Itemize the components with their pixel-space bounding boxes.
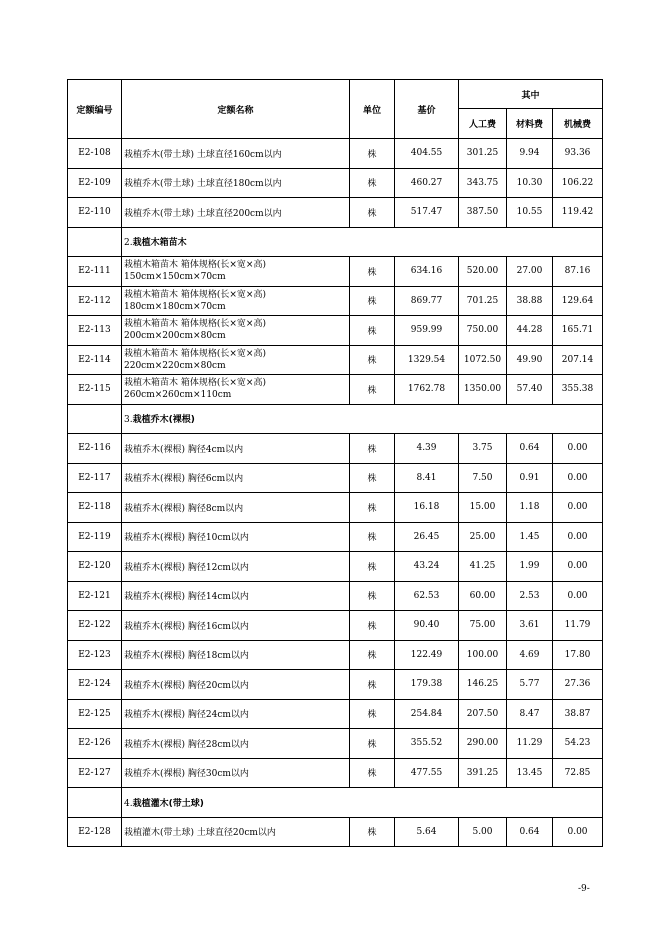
base-price: 8.41 bbox=[395, 463, 459, 493]
table-row bbox=[68, 699, 603, 729]
unit: 株 bbox=[350, 729, 395, 759]
quota-code: E2-127 bbox=[68, 758, 122, 788]
table-row bbox=[68, 552, 603, 582]
labor-cost: 100.00 bbox=[459, 640, 507, 670]
unit: 株 bbox=[350, 316, 395, 346]
quota-name: 栽植乔木(裸根) 胸径28cm以内 bbox=[122, 729, 350, 759]
base-price: 4.39 bbox=[395, 434, 459, 464]
labor-cost: 1350.00 bbox=[459, 375, 507, 405]
quota-name-line1: 栽植木箱苗木 箱体规格(长×宽×高) bbox=[124, 289, 266, 300]
quota-table bbox=[67, 79, 603, 847]
machine-cost: 0.00 bbox=[553, 522, 603, 552]
quota-name-line2: 200cm×200cm×80cm bbox=[124, 331, 226, 342]
machine-cost: 0.00 bbox=[553, 552, 603, 582]
machine-cost: 54.23 bbox=[553, 729, 603, 759]
table-row bbox=[68, 434, 603, 464]
material-cost: 5.77 bbox=[507, 670, 553, 700]
unit: 株 bbox=[350, 139, 395, 169]
section-title bbox=[122, 788, 603, 818]
base-price: 16.18 bbox=[395, 493, 459, 523]
quota-name: 栽植乔木(裸根) 胸径6cm以内 bbox=[122, 463, 350, 493]
material-cost: 9.94 bbox=[507, 139, 553, 169]
labor-cost: 3.75 bbox=[459, 434, 507, 464]
machine-cost: 87.16 bbox=[553, 257, 603, 287]
labor-cost: 343.75 bbox=[459, 168, 507, 198]
base-price: 90.40 bbox=[395, 611, 459, 641]
section-row bbox=[68, 404, 603, 434]
labor-cost: 207.50 bbox=[459, 699, 507, 729]
labor-cost: 41.25 bbox=[459, 552, 507, 582]
quota-name: 栽植乔木(裸根) 胸径8cm以内 bbox=[122, 493, 350, 523]
labor-cost: 25.00 bbox=[459, 522, 507, 552]
quota-name bbox=[122, 375, 350, 405]
labor-cost: 146.25 bbox=[459, 670, 507, 700]
machine-cost: 72.85 bbox=[553, 758, 603, 788]
table-row bbox=[68, 493, 603, 523]
unit: 株 bbox=[350, 168, 395, 198]
unit: 株 bbox=[350, 493, 395, 523]
base-price: 254.84 bbox=[395, 699, 459, 729]
material-cost: 27.00 bbox=[507, 257, 553, 287]
quota-code: E2-118 bbox=[68, 493, 122, 523]
quota-code: E2-121 bbox=[68, 581, 122, 611]
material-cost: 1.45 bbox=[507, 522, 553, 552]
quota-name-line2: 180cm×180cm×70cm bbox=[124, 301, 226, 312]
quota-code: E2-124 bbox=[68, 670, 122, 700]
base-price: 404.55 bbox=[395, 139, 459, 169]
unit: 株 bbox=[350, 257, 395, 287]
unit: 株 bbox=[350, 286, 395, 316]
header-base-price: 基价 bbox=[395, 80, 459, 139]
table-row bbox=[68, 640, 603, 670]
unit: 株 bbox=[350, 640, 395, 670]
material-cost: 11.29 bbox=[507, 729, 553, 759]
table-row bbox=[68, 670, 603, 700]
unit: 株 bbox=[350, 758, 395, 788]
table-row bbox=[68, 257, 603, 287]
material-cost: 8.47 bbox=[507, 699, 553, 729]
quota-name: 栽植灌木(带土球) 土球直径20cm以内 bbox=[122, 817, 350, 847]
quota-name: 栽植乔木(裸根) 胸径18cm以内 bbox=[122, 640, 350, 670]
section-number: 3. bbox=[124, 415, 133, 426]
quota-name bbox=[122, 316, 350, 346]
quota-code: E2-108 bbox=[68, 139, 122, 169]
table-row bbox=[68, 817, 603, 847]
section-row bbox=[68, 227, 603, 257]
material-cost: 0.91 bbox=[507, 463, 553, 493]
section-row bbox=[68, 788, 603, 818]
section-name: 栽植乔木(裸根) bbox=[132, 415, 195, 426]
quota-code: E2-122 bbox=[68, 611, 122, 641]
labor-cost: 701.25 bbox=[459, 286, 507, 316]
table-row bbox=[68, 581, 603, 611]
table-row bbox=[68, 286, 603, 316]
unit: 株 bbox=[350, 670, 395, 700]
quota-name bbox=[122, 257, 350, 287]
base-price: 62.53 bbox=[395, 581, 459, 611]
unit: 株 bbox=[350, 375, 395, 405]
section-name: 栽植灌木(带土球) bbox=[132, 798, 204, 809]
quota-code: E2-112 bbox=[68, 286, 122, 316]
quota-name-line1: 栽植木箱苗木 箱体规格(长×宽×高) bbox=[124, 378, 266, 389]
labor-cost: 301.25 bbox=[459, 139, 507, 169]
quota-name: 栽植乔木(裸根) 胸径24cm以内 bbox=[122, 699, 350, 729]
quota-code: E2-110 bbox=[68, 198, 122, 228]
labor-cost: 60.00 bbox=[459, 581, 507, 611]
material-cost: 4.69 bbox=[507, 640, 553, 670]
quota-name: 栽植乔木(带土球) 土球直径200cm以内 bbox=[122, 198, 350, 228]
quota-name-line2: 260cm×260cm×110cm bbox=[124, 390, 232, 401]
machine-cost: 11.79 bbox=[553, 611, 603, 641]
table-row bbox=[68, 522, 603, 552]
machine-cost: 207.14 bbox=[553, 345, 603, 375]
material-cost: 1.18 bbox=[507, 493, 553, 523]
base-price: 122.49 bbox=[395, 640, 459, 670]
unit: 株 bbox=[350, 198, 395, 228]
labor-cost: 290.00 bbox=[459, 729, 507, 759]
labor-cost: 75.00 bbox=[459, 611, 507, 641]
base-price: 1762.78 bbox=[395, 375, 459, 405]
unit: 株 bbox=[350, 522, 395, 552]
base-price: 634.16 bbox=[395, 257, 459, 287]
labor-cost: 387.50 bbox=[459, 198, 507, 228]
machine-cost: 355.38 bbox=[553, 375, 603, 405]
labor-cost: 7.50 bbox=[459, 463, 507, 493]
quota-name: 栽植乔木(裸根) 胸径4cm以内 bbox=[122, 434, 350, 464]
base-price: 179.38 bbox=[395, 670, 459, 700]
section-number: 2. bbox=[124, 238, 133, 249]
unit: 株 bbox=[350, 345, 395, 375]
material-cost: 1.99 bbox=[507, 552, 553, 582]
section-name: 栽植木箱苗木 bbox=[132, 238, 187, 249]
quota-code: E2-120 bbox=[68, 552, 122, 582]
base-price: 959.99 bbox=[395, 316, 459, 346]
quota-code: E2-126 bbox=[68, 729, 122, 759]
unit: 株 bbox=[350, 611, 395, 641]
header-of-which: 其中 bbox=[459, 80, 603, 109]
material-cost: 10.30 bbox=[507, 168, 553, 198]
material-cost: 10.55 bbox=[507, 198, 553, 228]
unit: 株 bbox=[350, 581, 395, 611]
material-cost: 0.64 bbox=[507, 817, 553, 847]
base-price: 517.47 bbox=[395, 198, 459, 228]
labor-cost: 750.00 bbox=[459, 316, 507, 346]
table-row bbox=[68, 316, 603, 346]
unit: 株 bbox=[350, 552, 395, 582]
quota-code: E2-116 bbox=[68, 434, 122, 464]
machine-cost: 165.71 bbox=[553, 316, 603, 346]
machine-cost: 38.87 bbox=[553, 699, 603, 729]
quota-name bbox=[122, 286, 350, 316]
quota-table-body bbox=[68, 139, 603, 847]
header-material: 材料费 bbox=[507, 109, 553, 139]
unit: 株 bbox=[350, 817, 395, 847]
base-price: 355.52 bbox=[395, 729, 459, 759]
material-cost: 57.40 bbox=[507, 375, 553, 405]
quota-name-line1: 栽植木箱苗木 箱体规格(长×宽×高) bbox=[124, 260, 266, 271]
quota-code: E2-113 bbox=[68, 316, 122, 346]
base-price: 460.27 bbox=[395, 168, 459, 198]
table-row bbox=[68, 729, 603, 759]
material-cost: 38.88 bbox=[507, 286, 553, 316]
quota-name: 栽植乔木(裸根) 胸径30cm以内 bbox=[122, 758, 350, 788]
base-price: 26.45 bbox=[395, 522, 459, 552]
header-name: 定额名称 bbox=[122, 80, 350, 139]
machine-cost: 0.00 bbox=[553, 493, 603, 523]
labor-cost: 391.25 bbox=[459, 758, 507, 788]
unit: 株 bbox=[350, 434, 395, 464]
machine-cost: 129.64 bbox=[553, 286, 603, 316]
quota-code: E2-125 bbox=[68, 699, 122, 729]
quota-code: E2-117 bbox=[68, 463, 122, 493]
labor-cost: 5.00 bbox=[459, 817, 507, 847]
quota-code: E2-109 bbox=[68, 168, 122, 198]
table-row bbox=[68, 198, 603, 228]
quota-name-line2: 150cm×150cm×70cm bbox=[124, 272, 226, 283]
table-row bbox=[68, 758, 603, 788]
quota-code: E2-119 bbox=[68, 522, 122, 552]
machine-cost: 0.00 bbox=[553, 434, 603, 464]
quota-name: 栽植乔木(裸根) 胸径14cm以内 bbox=[122, 581, 350, 611]
quota-code: E2-115 bbox=[68, 375, 122, 405]
labor-cost: 15.00 bbox=[459, 493, 507, 523]
quota-name-line1: 栽植木箱苗木 箱体规格(长×宽×高) bbox=[124, 319, 266, 330]
section-title bbox=[122, 227, 603, 257]
base-price: 869.77 bbox=[395, 286, 459, 316]
section-number: 4. bbox=[124, 798, 133, 809]
table-row bbox=[68, 345, 603, 375]
machine-cost: 93.36 bbox=[553, 139, 603, 169]
section-code-cell bbox=[68, 788, 122, 818]
machine-cost: 119.42 bbox=[553, 198, 603, 228]
quota-name: 栽植乔木(裸根) 胸径20cm以内 bbox=[122, 670, 350, 700]
material-cost: 49.90 bbox=[507, 345, 553, 375]
base-price: 5.64 bbox=[395, 817, 459, 847]
machine-cost: 106.22 bbox=[553, 168, 603, 198]
section-code-cell bbox=[68, 404, 122, 434]
header-machine: 机械费 bbox=[553, 109, 603, 139]
table-row bbox=[68, 375, 603, 405]
quota-name bbox=[122, 345, 350, 375]
unit: 株 bbox=[350, 699, 395, 729]
material-cost: 44.28 bbox=[507, 316, 553, 346]
labor-cost: 520.00 bbox=[459, 257, 507, 287]
header-labor: 人工费 bbox=[459, 109, 507, 139]
quota-code: E2-128 bbox=[68, 817, 122, 847]
quota-name: 栽植乔木(带土球) 土球直径160cm以内 bbox=[122, 139, 350, 169]
quota-code: E2-123 bbox=[68, 640, 122, 670]
table-row bbox=[68, 611, 603, 641]
material-cost: 13.45 bbox=[507, 758, 553, 788]
material-cost: 2.53 bbox=[507, 581, 553, 611]
machine-cost: 0.00 bbox=[553, 817, 603, 847]
quota-code: E2-114 bbox=[68, 345, 122, 375]
header-unit: 单位 bbox=[350, 80, 395, 139]
machine-cost: 0.00 bbox=[553, 581, 603, 611]
material-cost: 3.61 bbox=[507, 611, 553, 641]
quota-name-line2: 220cm×220cm×80cm bbox=[124, 360, 226, 371]
base-price: 477.55 bbox=[395, 758, 459, 788]
table-row bbox=[68, 139, 603, 169]
base-price: 43.24 bbox=[395, 552, 459, 582]
machine-cost: 27.36 bbox=[553, 670, 603, 700]
material-cost: 0.64 bbox=[507, 434, 553, 464]
base-price: 1329.54 bbox=[395, 345, 459, 375]
machine-cost: 0.00 bbox=[553, 463, 603, 493]
quota-name: 栽植乔木(裸根) 胸径16cm以内 bbox=[122, 611, 350, 641]
quota-name-line1: 栽植木箱苗木 箱体规格(长×宽×高) bbox=[124, 348, 266, 359]
machine-cost: 17.80 bbox=[553, 640, 603, 670]
quota-name: 栽植乔木(裸根) 胸径10cm以内 bbox=[122, 522, 350, 552]
quota-code: E2-111 bbox=[68, 257, 122, 287]
table-row bbox=[68, 168, 603, 198]
page-number: -9- bbox=[578, 884, 590, 894]
table-row bbox=[68, 463, 603, 493]
header-code: 定额编号 bbox=[68, 80, 122, 139]
quota-name: 栽植乔木(裸根) 胸径12cm以内 bbox=[122, 552, 350, 582]
section-code-cell bbox=[68, 227, 122, 257]
quota-name: 栽植乔木(带土球) 土球直径180cm以内 bbox=[122, 168, 350, 198]
section-title bbox=[122, 404, 603, 434]
labor-cost: 1072.50 bbox=[459, 345, 507, 375]
unit: 株 bbox=[350, 463, 395, 493]
